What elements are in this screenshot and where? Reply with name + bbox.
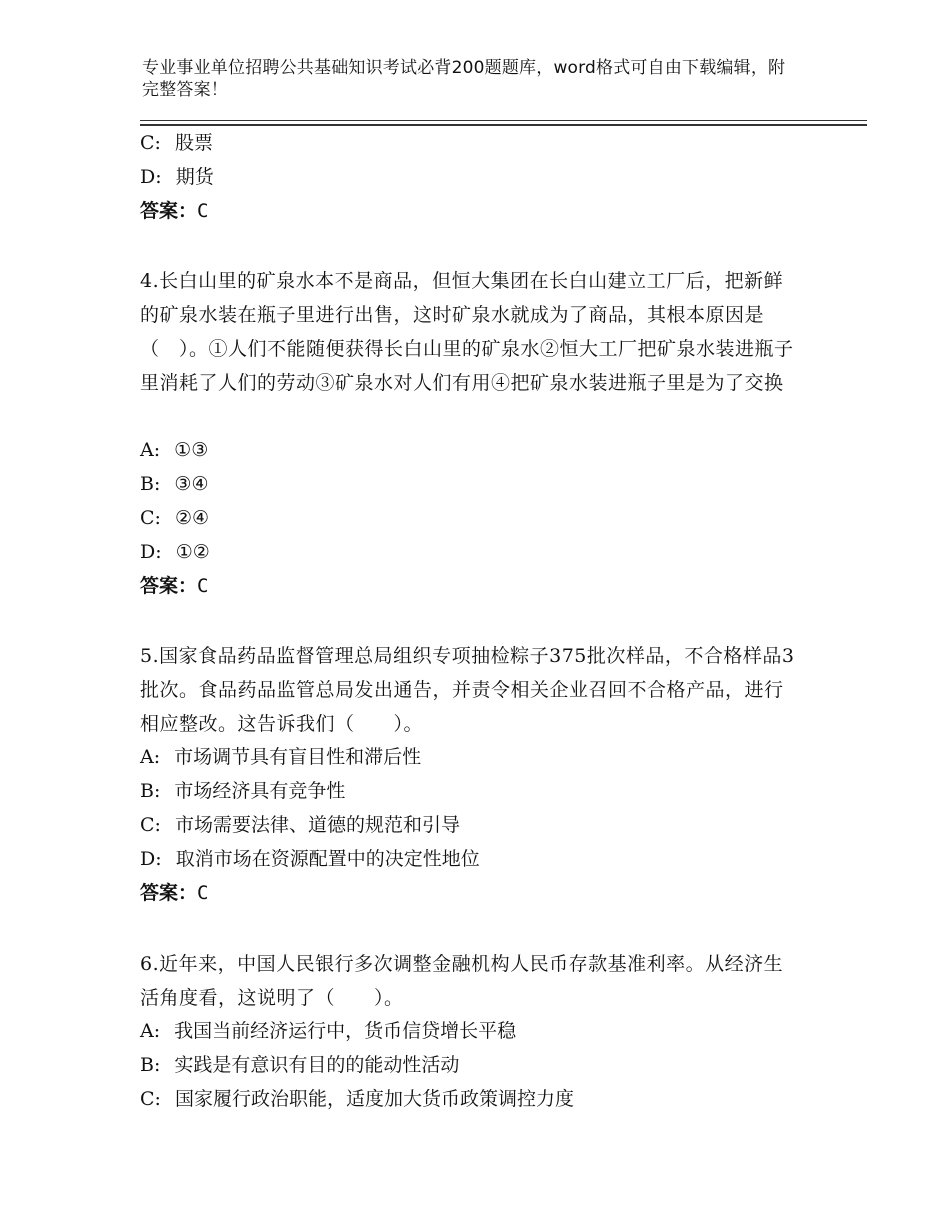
option-text: 取消市场在资源配置中的决定性地位 bbox=[175, 848, 480, 870]
header-rule-thick bbox=[140, 124, 867, 126]
q3-answer bbox=[140, 199, 208, 223]
q4-option-b bbox=[140, 472, 209, 496]
q3-option-d bbox=[140, 165, 214, 189]
option-text: 市场需要法律、道德的规范和引导 bbox=[175, 814, 461, 836]
option-text: 实践是有意识有目的的能动性活动 bbox=[174, 1054, 460, 1076]
q5-option-a bbox=[140, 745, 421, 769]
q4-answer bbox=[140, 574, 208, 598]
q5-option-d bbox=[140, 847, 480, 871]
answer-label: 答案： bbox=[140, 882, 198, 904]
option-text: ②④ bbox=[175, 507, 210, 529]
q6-option-a bbox=[140, 1019, 516, 1043]
q5-stem: 5.国家食品药品监督管理总局组织专项抽检粽子375批次样品，不合格样品3批次。食品药品监管总局发出通告，并责令相关企业召回不合格产品，进行相应整改。这告诉我们（ ）。 bbox=[140, 645, 795, 735]
option-label: B: bbox=[140, 473, 161, 495]
option-label: A: bbox=[140, 1020, 161, 1042]
answer-value: C bbox=[197, 882, 209, 904]
answer-label: 答案： bbox=[140, 575, 198, 597]
q4-stem: 4.长白山里的矿泉水本不是商品，但恒大集团在长白山建立工厂后，把新鲜的矿泉水装在瓶子里进行出售，这时矿泉水就成为了商品，其根本原因是（ ）。①人们不能随便获得长白山里的矿泉水②恒大工厂把矿泉水装进瓶子里消耗了人们的劳动③矿泉水对人们有用④把矿泉水装进瓶子里是为了交换 bbox=[140, 270, 794, 394]
option-label: C: bbox=[140, 814, 161, 836]
answer-value: C bbox=[197, 200, 209, 222]
option-label: D: bbox=[140, 166, 162, 188]
option-text: 我国当前经济运行中，货币信贷增长平稳 bbox=[174, 1020, 517, 1042]
option-text: 国家履行政治职能，适度加大货币政策调控力度 bbox=[175, 1088, 575, 1110]
option-label: B: bbox=[140, 1054, 161, 1076]
option-text: 股票 bbox=[175, 132, 214, 154]
q6-stem: 6.近年来，中国人民银行多次调整金融机构人民币存款基准利率。从经济生活角度看，这说明了（ ）。 bbox=[140, 953, 784, 1009]
option-label: D: bbox=[140, 541, 162, 563]
answer-label: 答案： bbox=[140, 200, 198, 222]
option-label: C: bbox=[140, 507, 161, 529]
q6-option-b bbox=[140, 1053, 459, 1077]
option-text: ①③ bbox=[174, 439, 209, 461]
option-text: 期货 bbox=[175, 166, 214, 188]
option-label: C: bbox=[140, 1088, 161, 1110]
answer-value: C bbox=[197, 575, 209, 597]
q3-option-c bbox=[140, 131, 213, 155]
page-header: 专业事业单位招聘公共基础知识考试必背200题题库，word格式可自由下载编辑，附完整答案！ bbox=[142, 58, 786, 100]
option-text: 市场经济具有竞争性 bbox=[174, 780, 346, 802]
q4-option-c bbox=[140, 506, 209, 530]
q5-answer bbox=[140, 881, 208, 905]
option-text: 市场调节具有盲目性和滞后性 bbox=[174, 746, 422, 768]
header-rule-thin bbox=[140, 120, 867, 121]
q5-option-b bbox=[140, 779, 345, 803]
option-label: B: bbox=[140, 780, 161, 802]
q4-option-a bbox=[140, 438, 208, 462]
option-label: A: bbox=[140, 439, 161, 461]
q6-option-c bbox=[140, 1087, 574, 1111]
option-text: ①② bbox=[175, 541, 210, 563]
option-label: A: bbox=[140, 746, 161, 768]
q4-option-d bbox=[140, 540, 210, 564]
q5-option-c bbox=[140, 813, 460, 837]
option-label: C: bbox=[140, 132, 161, 154]
option-label: D: bbox=[140, 848, 162, 870]
option-text: ③④ bbox=[174, 473, 209, 495]
